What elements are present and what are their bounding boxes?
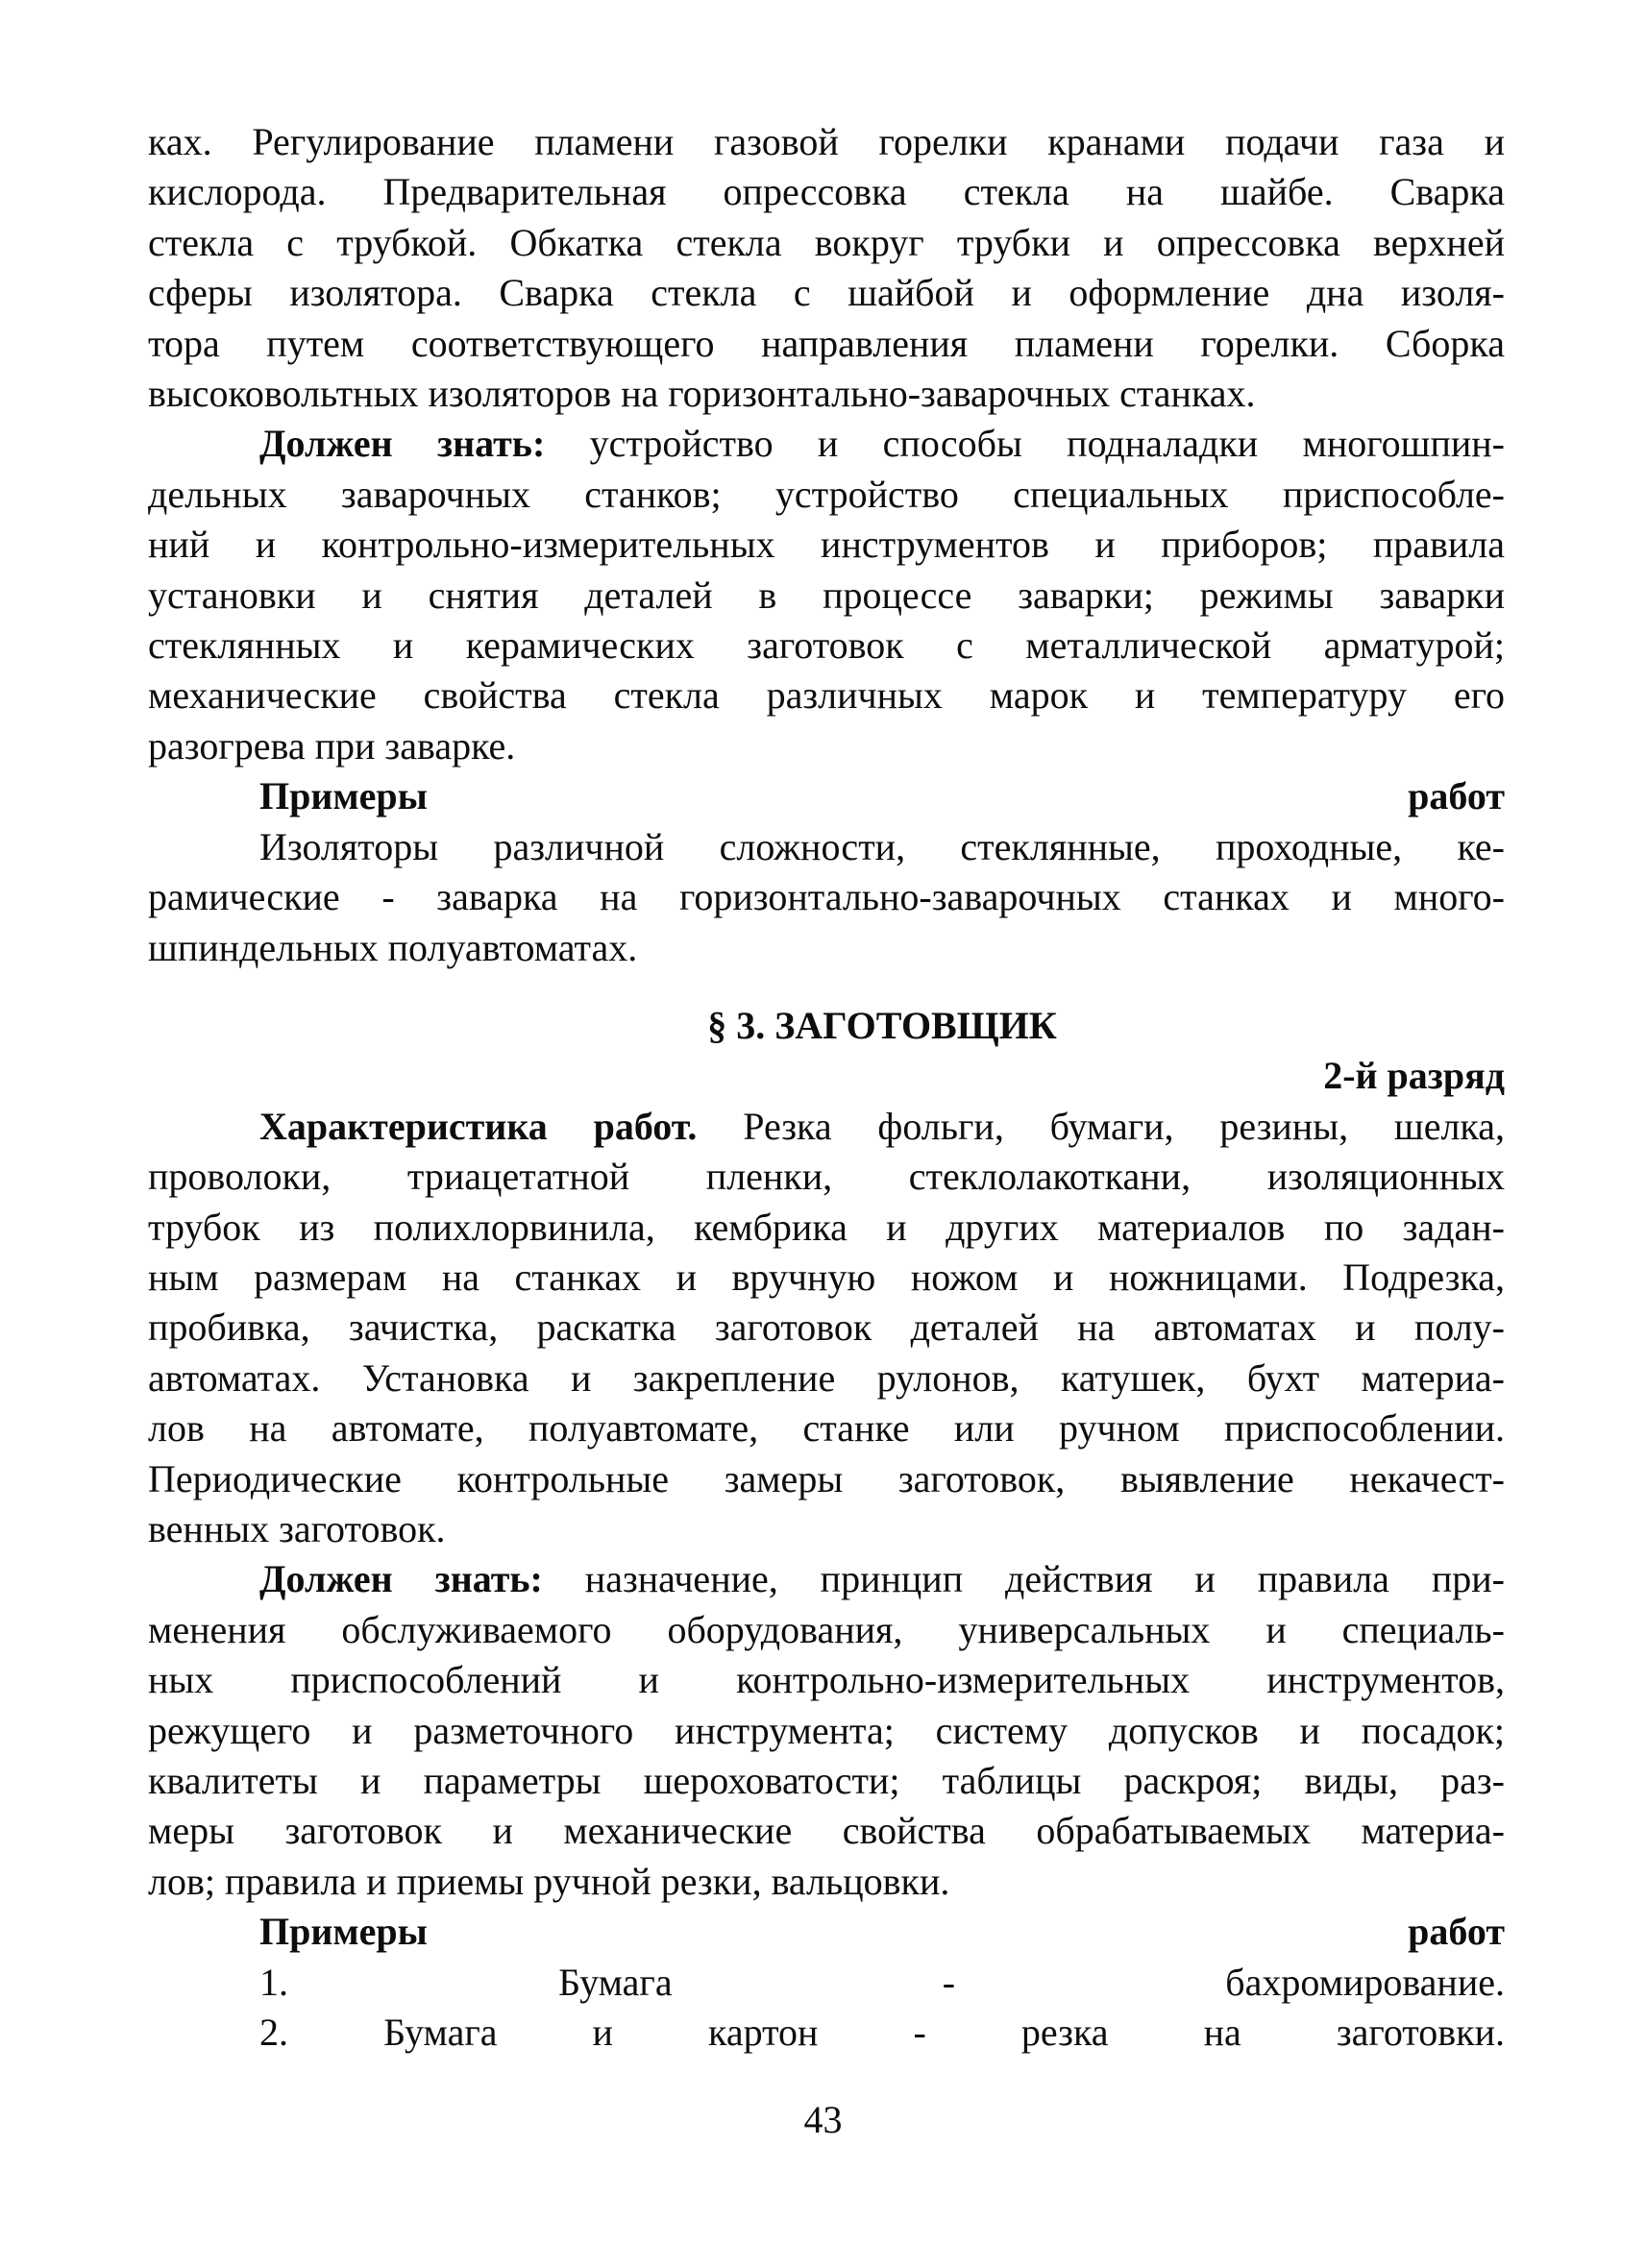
text-line: ний и контрольно-измерительных инструментов и приборов; правила bbox=[148, 523, 1505, 567]
knowledge-paragraph bbox=[148, 419, 1505, 771]
text-fragment: назначение, принцип действия и правила при- bbox=[584, 1557, 1506, 1601]
page-body bbox=[148, 117, 1505, 2058]
grade-label: 2-й разряд bbox=[1323, 1054, 1505, 1098]
text-line: Периодические контрольные замеры заготовок, выявление некачест- bbox=[148, 1456, 1505, 1500]
characteristics-paragraph bbox=[148, 1102, 1505, 1555]
text-line: установки и снятия деталей в процессе заварки; режимы заварки bbox=[148, 573, 1505, 617]
example-item: 2. Бумага и картон - резка на заготовки. bbox=[259, 2011, 1505, 2055]
text-line: рамические - заварка на горизонтально-заварочных станках и много- bbox=[148, 875, 1505, 919]
knowledge-label: Должен знать: bbox=[259, 1557, 543, 1601]
text-line: стекла с трубкой. Обкатка стекла вокруг трубки и опрессовка верхней bbox=[148, 220, 1505, 264]
knowledge-label: Должен знать: bbox=[259, 422, 546, 466]
text-line: разогрева при заварке. bbox=[148, 723, 516, 768]
text-line: венных заготовок. bbox=[148, 1506, 446, 1550]
text-line: меры заготовок и механические свойства обрабатываемых материа- bbox=[148, 1809, 1505, 1853]
text-line: сферы изолятора. Сварка стекла с шайбой и оформление дна изоля- bbox=[148, 271, 1505, 315]
examples-block bbox=[148, 771, 1505, 973]
text-line: тора путем соответствующего направления пламени горелки. Сборка bbox=[148, 321, 1505, 365]
text-fragment: устройство и способы подналадки многошпин- bbox=[589, 422, 1505, 466]
text-line: проволоки, триацетатной пленки, стеклолакоткани, изоляционных bbox=[148, 1155, 1505, 1199]
text-line: автоматах. Установка и закрепление рулонов, катушек, бухт материа- bbox=[148, 1355, 1505, 1400]
text-line: дельных заварочных станков; устройство специальных приспособле- bbox=[148, 472, 1505, 516]
text-line: режущего и разметочного инструмента; систему допусков и посадок; bbox=[148, 1708, 1505, 1752]
section-spacer bbox=[148, 973, 1505, 1001]
text-line: ных приспособлений и контрольно-измерительных инструментов, bbox=[148, 1658, 1505, 1702]
text-fragment: Резка фольги, бумаги, резины, шелка, bbox=[743, 1104, 1506, 1148]
characteristics-label: Характеристика работ. bbox=[259, 1104, 698, 1148]
text-line: Изоляторы различной сложности, стеклянные, проходные, ке- bbox=[259, 824, 1505, 868]
section-title: § 3. ЗАГОТОВЩИК bbox=[707, 1003, 1057, 1047]
text-line: квалитеты и параметры шероховатости; таблицы раскроя; виды, раз- bbox=[148, 1759, 1505, 1802]
text-line: механические свойства стекла различных марок и температуру его bbox=[148, 673, 1505, 718]
examples-heading: Примеры работ bbox=[259, 774, 1505, 818]
text-line bbox=[148, 419, 1505, 469]
text-line: ным размерам на станках и вручную ножом и ножницами. Подрезка, bbox=[148, 1255, 1505, 1299]
text-line: кислорода. Предварительная опрессовка стекла на шайбе. Сварка bbox=[148, 170, 1505, 214]
text-line: пробивка, зачистка, раскатка заготовок деталей на автоматах и полу- bbox=[148, 1305, 1505, 1350]
examples-heading: Примеры работ bbox=[259, 1910, 1505, 1954]
text-line bbox=[148, 1102, 1505, 1152]
text-line: высоковольтных изоляторов на горизонтально-заварочных станках. bbox=[148, 372, 1256, 416]
examples-block bbox=[148, 1907, 1505, 2058]
text-line: ках. Регулирование пламени газовой горелки кранами подачи газа и bbox=[148, 120, 1505, 163]
knowledge-paragraph bbox=[148, 1554, 1505, 1907]
text-line: стеклянных и керамических заготовок с металлической арматурой; bbox=[148, 623, 1505, 668]
text-line: менения обслуживаемого оборудования, универсальных и специаль- bbox=[148, 1607, 1505, 1651]
text-line: шпиндельных полуавтоматах. bbox=[148, 925, 638, 969]
page-number: 43 bbox=[803, 2098, 843, 2141]
text-line: лов; правила и приемы ручной резки, вальцовки. bbox=[148, 1859, 950, 1903]
text-line: лов на автомате, полуавтомате, станке или ручном приспособлении. bbox=[148, 1406, 1505, 1451]
example-item: 1. Бумага - бахромирование. bbox=[259, 1960, 1505, 2004]
text-line bbox=[148, 1554, 1505, 1604]
text-line: трубок из полихлорвинила, кембрика и других материалов по задан- bbox=[148, 1205, 1505, 1249]
continued-paragraph bbox=[148, 117, 1505, 419]
